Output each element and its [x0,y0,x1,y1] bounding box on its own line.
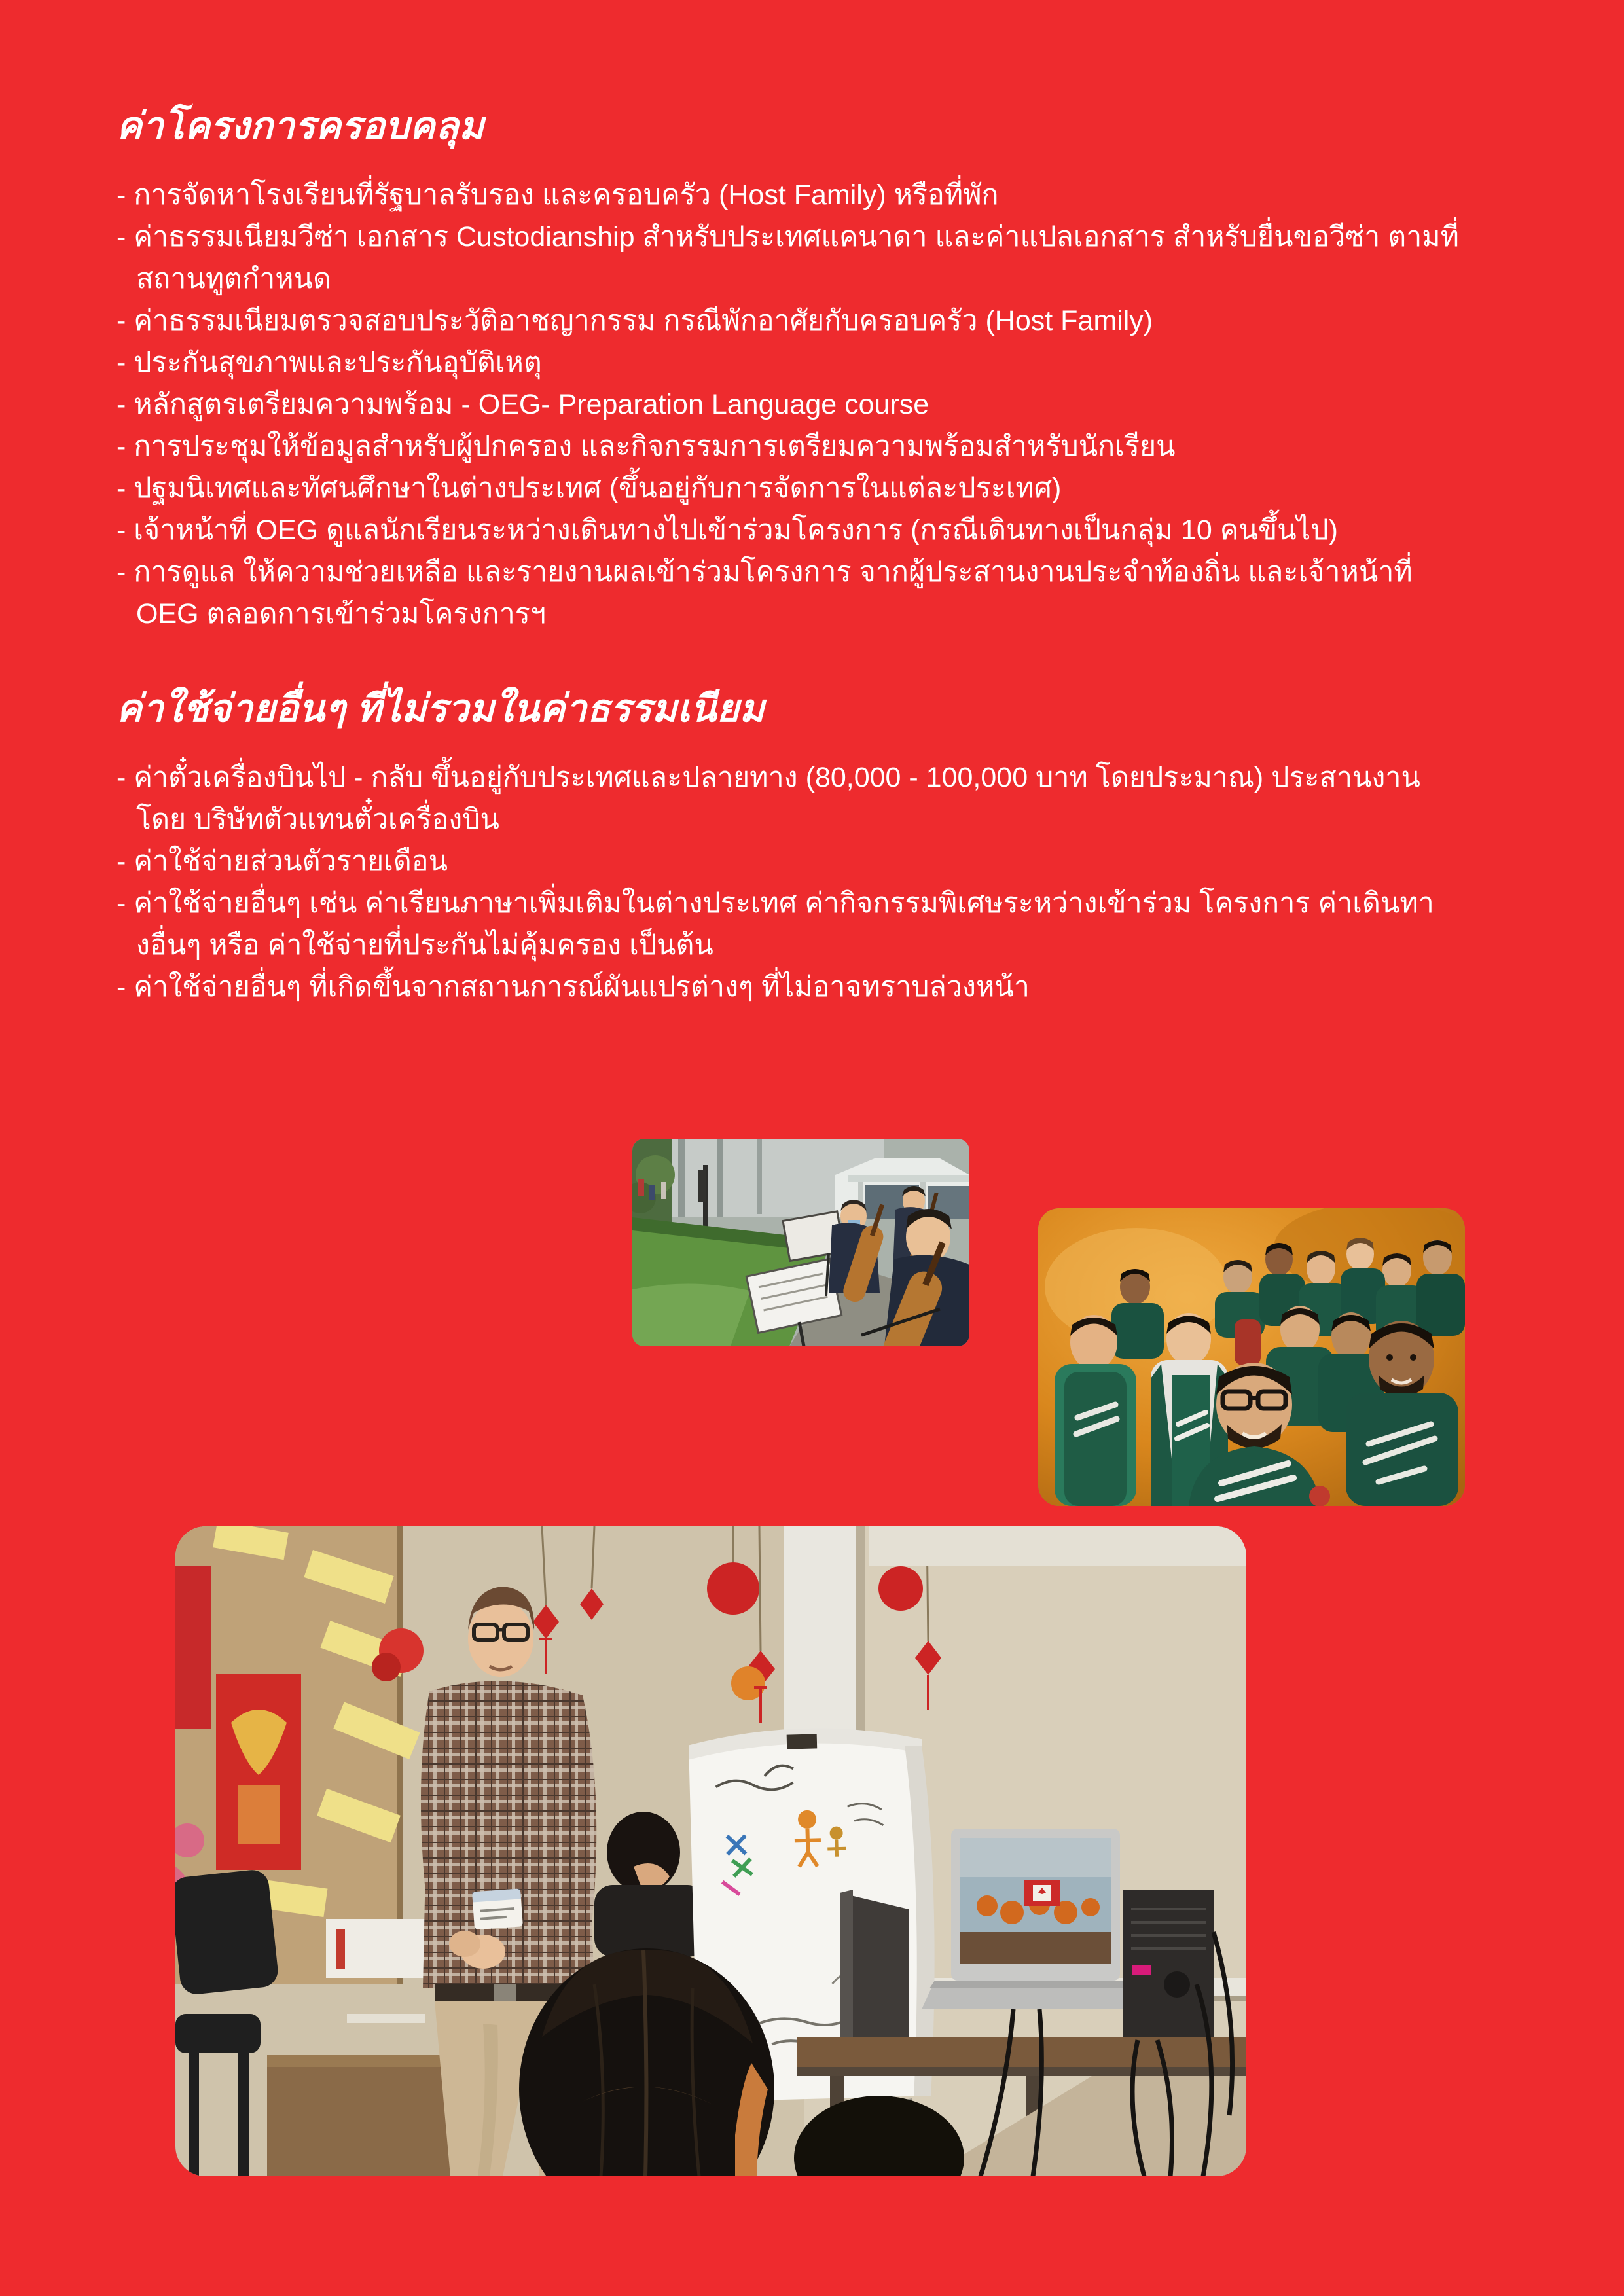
included-costs-list [117,174,1465,635]
excluded-costs-section [117,686,1465,1008]
list-item: - การดูแล ให้ความช่วยเหลือ และรายงานผลเข้าร่วมโครงการ จากผู้ประสานงานประจำท้องถิ่น และเจ้าหน้าที่ OEG ตลอดการเข้าร่วมโครงการฯ [117,556,1413,630]
list-item: - ค่าใช้จ่ายอื่นๆ เช่น ค่าเรียนภาษาเพิ่มเติมในต่างประเทศ ค่ากิจกรรมพิเศษระหว่างเข้าร่วม โครงการ ค่าเดินทางอื่นๆ หรือ ค่าใช้จ่ายที่ประกันไม่คุ้มครอง เป็นต้น [117,888,1434,961]
page-content [117,103,1465,1008]
list-item: - การจัดหาโรงเรียนที่รัฐบาลรับรอง และครอบครัว (Host Family) หรือที่พัก [117,179,999,211]
list-item: - ปฐมนิเทศและทัศนศึกษาในต่างประเทศ (ขึ้นอยู่กับการจัดการในแต่ละประเทศ) [117,473,1062,504]
list-item: - การประชุมให้ข้อมูลสำหรับผู้ปกครอง และกิจกรรมการเตรียมความพร้อมสำหรับนักเรียน [117,431,1176,462]
list-item: - ค่าตั๋วเครื่องบินไป - กลับ ขึ้นอยู่กับประเทศและปลายทาง (80,000 - 100,000 บาท โดยประมาณ) ประสานงานโดย บริษัทตัวแทนตั๋วเครื่องบิน [117,762,1420,835]
classroom-presentation-photo [175,1526,1246,2176]
orchestra-photo-illustration [632,1139,969,1346]
list-item: - ประกันสุขภาพและประกันอุบัติเหตุ [117,347,542,378]
list-item: - ค่าธรรมเนียมวีซ่า เอกสาร Custodianship สำหรับประเทศแคนาดา และค่าแปลเอกสาร สำหรับยื่นขอวีซ่า ตามที่สถานทูตกำหนด [117,221,1459,295]
list-item: - ค่าใช้จ่ายอื่นๆ ที่เกิดขึ้นจากสถานการณ์ผันแปรต่างๆ ที่ไม่อาจทราบล่วงหน้า [117,971,1030,1003]
list-item: - เจ้าหน้าที่ OEG ดูแลนักเรียนระหว่างเดินทางไปเข้าร่วมโครงการ (กรณีเดินทางเป็นกลุ่ม 10 คนขึ้นไป) [117,514,1338,546]
basketball-photo-illustration [1038,1208,1465,1506]
excluded-costs-title: ค่าใช้จ่ายอื่นๆ ที่ไม่รวมในค่าธรรมเนียม [117,687,765,730]
basketball-team-photo [1038,1208,1465,1506]
list-item: - ค่าธรรมเนียมตรวจสอบประวัติอาชญากรรม กรณีพักอาศัยกับครอบครัว (Host Family) [117,305,1153,336]
included-costs-title: ค่าโครงการครอบคลุม [117,105,484,147]
excluded-costs-list [117,757,1465,1008]
orchestra-outdoor-photo [632,1139,969,1346]
included-costs-section [117,103,1465,635]
classroom-photo-illustration [175,1526,1246,2176]
list-item: - หลักสูตรเตรียมความพร้อม - OEG- Preparation Language course [117,389,929,420]
list-item: - ค่าใช้จ่ายส่วนตัวรายเดือน [117,846,448,877]
